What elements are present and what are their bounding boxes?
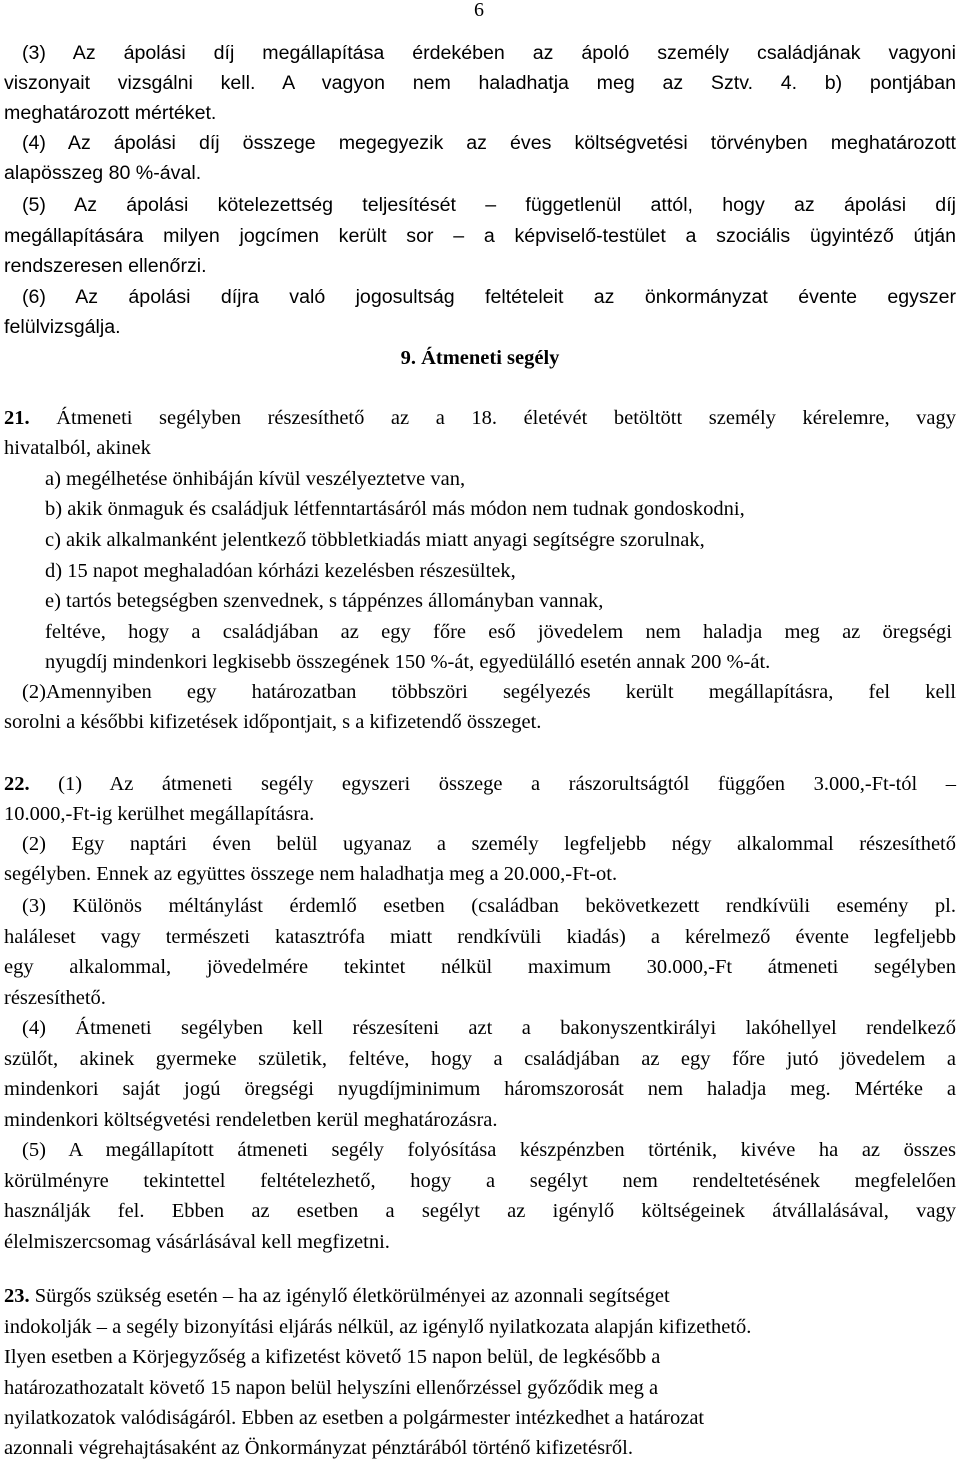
s22-p5-line4: élelmiszercsomag vásárlásával kell megfizetni. — [4, 1231, 390, 1253]
page-number: 6 — [474, 0, 484, 21]
s22-p1-line1 — [4, 769, 956, 799]
s21-item-c: c) akik alkalmanként jelentkező többletkiadás miatt anyagi segítségre szorulnak, — [45, 529, 705, 551]
s22-number: 22. — [4, 773, 30, 795]
s23-line1-text: Sürgős szükség esetén – ha az igénylő életkörülményei az azonnali segítséget — [34, 1285, 670, 1307]
s23-line4: határozathozatalt követő 15 napon belül helyszíni ellenőrzéssel győződik meg a — [4, 1377, 659, 1399]
sec8-p6-line1: (6) Az ápolási díjra való jogosultság feltételeit az önkormányzat évente egyszer — [22, 286, 956, 308]
s23-number: 23. — [4, 1285, 30, 1307]
sec8-p4-line2: alapösszeg 80 %-ával. — [4, 162, 202, 184]
s22-p3-line4: részesíthető. — [4, 987, 106, 1009]
s22-p5-line3: használják fel. Ebben az esetben a segélyt az igénylő költségeinek átvállalásával, vagy — [4, 1200, 956, 1222]
sec8-p4-line1: (4) Az ápolási díj összege megegyezik az éves költségvetési törvényben meghatározott — [22, 132, 956, 154]
s21-line2: hivatalból, akinek — [4, 437, 151, 459]
section-heading: 9. Átmeneti segély — [400, 347, 560, 369]
s22-p4-line2: szülőt, akinek gyermeke születik, feltéve, hogy a családjában az egy főre jutó jövedelem a — [4, 1048, 956, 1070]
sec8-p3-line1: (3) Az ápolási díj megállapítása érdekében az ápoló személy családjának vagyoni — [22, 42, 956, 64]
sec8-p5-line1: (5) Az ápolási kötelezettség teljesítését – függetlenül attól, hogy az ápolási díj — [22, 194, 956, 216]
s23-line1 — [4, 1281, 670, 1311]
s21-p2-line1: (2)Amennyiben egy határozatban többszöri segélyezés került megállapításra, fel kell — [22, 681, 956, 703]
sec8-p5-line3: rendszeresen ellenőrzi. — [4, 255, 207, 277]
s22-p4-line4: mindenkori költségvetési rendeletben kerül meghatározásra. — [4, 1109, 498, 1131]
s23-line3: Ilyen esetben a Körjegyzőség a kifizetést követő 15 napon belül, de legkésőbb a — [4, 1346, 661, 1368]
sec8-p5-line2: megállapítására milyen jogcímen került sor – a képviselő-testület a szociális ügyintéző útján — [4, 225, 956, 247]
s22-p3-line3: egy alkalommal, jövedelmére tekintet nélkül maximum 30.000,-Ft átmeneti segélyben — [4, 956, 956, 978]
s22-p3-line2: haláleset vagy természeti katasztrófa miatt rendkívüli kiadás) a kérelmező évente legfeljebb — [4, 926, 956, 948]
s21-item-b: b) akik önmaguk és családjuk létfenntartásáról más módon nem tudnak gondoskodni, — [45, 498, 745, 520]
s23-line5: nyilatkozatok valódiságáról. Ebben az esetben a polgármester intézkedhet a határozat — [4, 1407, 705, 1429]
s21-condition-line2: nyugdíj mindenkori legkisebb összegének 150 %-át, egyedülálló esetén annak 200 %-át. — [45, 651, 771, 673]
s22-p3-line1: (3) Különös méltánylást érdemlő esetben (családban bekövetkezett rendkívüli esemény pl. — [22, 895, 956, 917]
s23-line2: indokolják – a segély bizonyítási eljárás nélkül, az igénylő nyilatkozata alapján kifizethető. — [4, 1316, 752, 1338]
s22-p2-line1: (2) Egy naptári éven belül ugyanaz a személy legfeljebb négy alkalommal részesíthető — [22, 833, 956, 855]
s22-p4-line3: mindenkori saját jogú öregségi nyugdíjminimum háromszorosát nem haladja meg. Mértéke a — [4, 1078, 956, 1100]
s21-item-d: d) 15 napot meghaladóan kórházi kezelésben részesültek, — [45, 560, 516, 582]
s22-p1-line1-text: (1) Az átmeneti segély egyszeri összege a rászorultságtól függően 3.000,-Ft-tól – — [58, 773, 956, 795]
s22-p1-line2: 10.000,-Ft-ig kerülhet megállapításra. — [4, 803, 315, 825]
s21-line1-text: Átmeneti segélyben részesíthető az a 18. életévét betöltött személy kérelemre, vagy — [56, 407, 956, 429]
s22-p5-line1: (5) A megállapított átmeneti segély folyósítása készpénzben történik, kivéve ha az összes — [22, 1139, 956, 1161]
s22-p2-line2: segélyben. Ennek az együttes összege nem haladhatja meg a 20.000,-Ft-ot. — [4, 863, 618, 885]
sec8-p3-line2: viszonyait vizsgálni kell. A vagyon nem haladhatja meg az Sztv. 4. b) pontjában — [4, 72, 956, 94]
s21-item-a: a) megélhetése önhibáján kívül veszélyeztetve van, — [45, 468, 466, 490]
s21-item-e: e) tartós betegségben szenvednek, s táppénzes állományban vannak, — [45, 590, 604, 612]
s21-p2-line2: sorolni a későbbi kifizetések időpontjait, s a kifizetendő összeget. — [4, 711, 542, 733]
sec8-p3-line3: meghatározott mértéket. — [4, 102, 217, 124]
s22-p5-line2: körülményre tekintettel feltételezhető, hogy a segélyt nem rendeltetésének megfelelően — [4, 1170, 956, 1192]
sec8-p6-line2: felülvizsgálja. — [4, 316, 121, 338]
s21-condition-line1: feltéve, hogy a családjában az egy főre eső jövedelem nem haladja meg az öregségi — [45, 621, 952, 643]
s22-p4-line1: (4) Átmeneti segélyben kell részesíteni azt a bakonyszentkirályi lakóhellyel rendelkező — [22, 1017, 956, 1039]
s21-number: 21. — [4, 407, 30, 429]
s21-line1 — [4, 403, 956, 433]
s23-line6: azonnali végrehajtásaként az Önkormányzat pénztárából történő kifizetésről. — [4, 1437, 633, 1459]
